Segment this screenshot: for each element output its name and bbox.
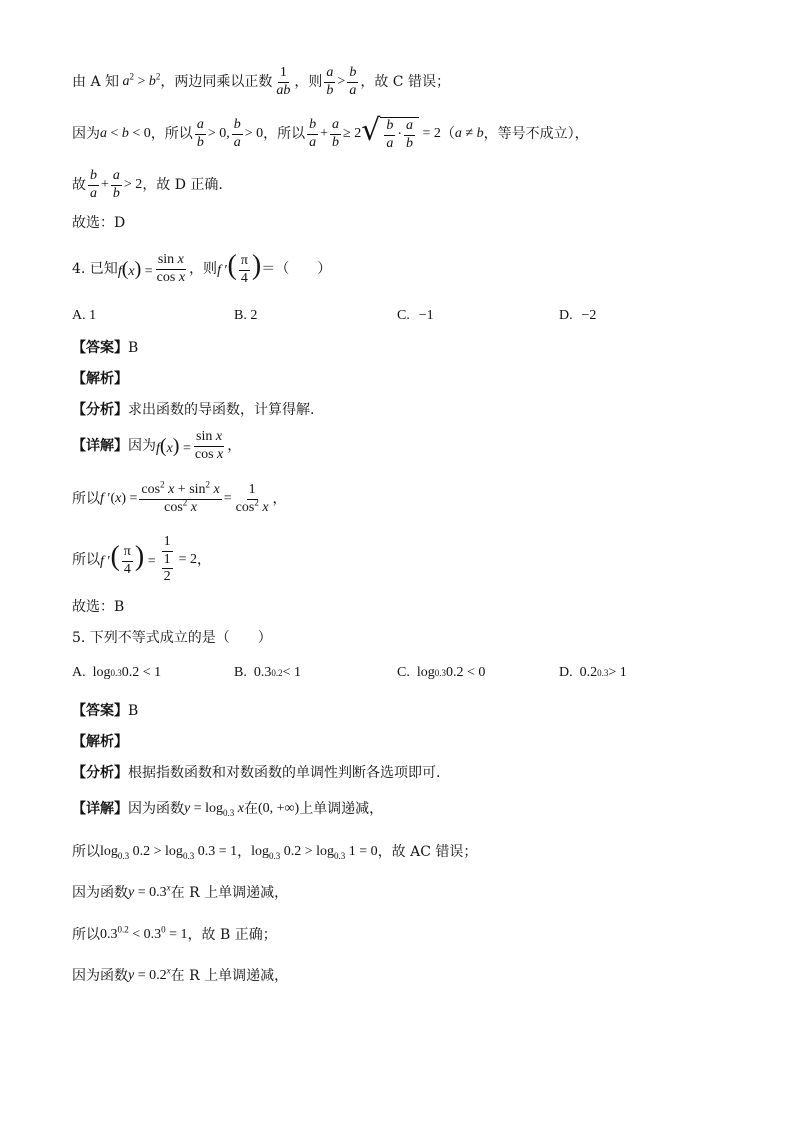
q4-detail bbox=[72, 426, 241, 466]
q5-analysis-heading bbox=[72, 734, 128, 750]
text: 所以 bbox=[72, 491, 100, 507]
fenxi-tag: 【分析】 bbox=[72, 402, 128, 418]
formula: f ′( $\frac{\pi}{4}$ ) = bbox=[100, 540, 156, 577]
text: 所以 bbox=[72, 552, 100, 568]
text: 所以 bbox=[72, 844, 100, 860]
q5-option-a: A. log 0.3 0.2 < 1 bbox=[72, 665, 162, 680]
text: ， bbox=[227, 438, 242, 454]
formula: $\log_{0.3} 0.2 > \log_{0.3} 0.3 = 1$ bbox=[100, 844, 238, 861]
formula: f ′(x) = bbox=[100, 491, 138, 506]
text: ，故 D 正确. bbox=[142, 177, 223, 193]
answer-tag: 【答案】 bbox=[72, 703, 128, 719]
q5-fenxi bbox=[72, 765, 440, 781]
text: ，故 C 错误； bbox=[360, 74, 450, 90]
text: 由 A 知 bbox=[72, 74, 120, 90]
q5-option-d: D. 0.2 0.3 > 1 bbox=[559, 665, 627, 680]
text: A. 1 bbox=[72, 308, 97, 323]
q5-step-3 bbox=[72, 926, 277, 944]
formula: f ′( $\frac{\pi}{4}$ ) bbox=[217, 249, 262, 286]
text: （ bbox=[440, 126, 455, 142]
text: 因为函数 bbox=[72, 968, 128, 984]
text: 故 bbox=[72, 177, 86, 193]
q5-answer bbox=[72, 703, 138, 719]
text: 求出函数的导函数，计算得解. bbox=[128, 402, 315, 418]
fraction: $\frac{\text{sin x}}{\text{cos x}}$ bbox=[156, 251, 186, 285]
choice-line bbox=[72, 214, 125, 232]
text: 5. 下列不等式成立的是（ ） bbox=[72, 630, 272, 646]
q5-step-4 bbox=[72, 967, 288, 985]
question-4-stem bbox=[72, 248, 331, 290]
text: ，则 bbox=[294, 74, 323, 90]
text: 因为函数 bbox=[72, 885, 128, 901]
text: 在 bbox=[243, 801, 258, 817]
text: −1 bbox=[418, 308, 434, 323]
q4-fenxi bbox=[72, 402, 314, 418]
q4-step-2: 所以 f ′( $\frac{\pi}{4}$ ) = $\frac{1}{\frac{1}{2}}$ = 2 ， bbox=[72, 533, 211, 585]
q5-step-2 bbox=[72, 884, 288, 902]
text: 上单调递减， bbox=[299, 801, 384, 817]
text: C. bbox=[397, 308, 410, 323]
formula: $0.3^{0.2} < 0.3^0 = 1$ bbox=[100, 924, 188, 942]
formula: $\log_{0.3} 0.2 > \log_{0.3} 1 = 0$ bbox=[251, 844, 378, 861]
text: C. bbox=[397, 665, 410, 680]
text: ＝（ ） bbox=[261, 261, 332, 277]
fraction: $\frac{1}{\cos^2 x}$ bbox=[235, 481, 269, 515]
formula: $y = 0.2^x$ bbox=[128, 965, 171, 983]
question-5-stem bbox=[72, 630, 272, 646]
text: 根据指数函数和对数函数的单调性判断各选项即可. bbox=[128, 765, 441, 781]
q4-option-a bbox=[72, 308, 96, 324]
fraction: $\frac{b}{a}$ bbox=[349, 64, 357, 98]
text: ，所以 bbox=[150, 126, 193, 142]
text: 在 R 上单调递减， bbox=[170, 968, 289, 984]
fraction: $\frac{1}{\frac{1}{2}}$ bbox=[163, 533, 171, 585]
q5-option-b: B. 0.3 0.2 < 1 bbox=[234, 665, 301, 680]
text: 故选：D bbox=[72, 215, 126, 231]
text: 故选：B bbox=[72, 599, 125, 615]
formula: a < b < 0 bbox=[100, 126, 151, 141]
text: ，等号不成立）， bbox=[483, 126, 589, 142]
fraction: $\frac{a}{b}$ bbox=[196, 116, 204, 150]
q4-option-b bbox=[234, 308, 257, 324]
text: D. bbox=[559, 665, 573, 680]
text: ，故 AC 错误； bbox=[377, 844, 478, 860]
formula: $y = 0.3^x$ bbox=[128, 882, 171, 900]
text: B. 2 bbox=[234, 308, 258, 323]
fraction: $\frac{\cos^2 x + \sin^2 x}{\cos^2 x}$ bbox=[141, 479, 220, 515]
fraction: $\frac{1}{ab}$ bbox=[276, 64, 291, 98]
fraction: $\frac{b}{a}$ bbox=[233, 116, 241, 150]
text: ， bbox=[237, 844, 252, 860]
text-line-2: 因为 a < b < 0 ，所以 $\frac{a}{b}$ > 0, $\frac{b}{a}$ > 0 ，所以 $\frac{b}{a}$ + $\frac{a}{b}$ ≥ 2 √ $\frac{b}{a}$ · $\frac{a}{b}$ = 2 （ a ≠ b ，等号不成立）， bbox=[72, 112, 589, 151]
q4-analysis-heading bbox=[72, 371, 128, 387]
text: D. bbox=[559, 308, 573, 323]
fraction: $\frac{\text{sin x}}{\text{cos x}}$ bbox=[194, 428, 224, 462]
q4-choice bbox=[72, 599, 124, 615]
text: −2 bbox=[581, 308, 597, 323]
analysis-tag: 【解析】 bbox=[72, 734, 128, 750]
text: ， bbox=[272, 491, 287, 507]
formula: a ≠ b bbox=[454, 126, 484, 141]
formula: $y = \log_{0.3} x$ bbox=[184, 801, 244, 818]
fraction: $\frac{b}{a}$ bbox=[90, 167, 97, 201]
text: 4. 已知 bbox=[72, 261, 118, 277]
text: ，则 bbox=[189, 261, 218, 277]
text: 在 R 上单调递减， bbox=[170, 885, 289, 901]
q4-answer bbox=[72, 340, 138, 356]
text: A. bbox=[72, 665, 86, 680]
fraction: $\frac{a}{b}$ bbox=[112, 167, 120, 201]
fraction: $\frac{a}{b}$ bbox=[326, 64, 334, 98]
answer-value: B bbox=[128, 340, 139, 356]
square-root: √ $\frac{b}{a}$ · $\frac{a}{b}$ bbox=[361, 117, 419, 151]
text: B. bbox=[234, 665, 247, 680]
q4-step-1: 所以 f ′(x) = $\frac{\cos^2 x + \sin^2 x}{\cos^2 x}$ = $\frac{1}{\cos^2 x}$ ， bbox=[72, 479, 287, 515]
text: ，所以 bbox=[263, 126, 306, 142]
formula: (0, +∞) bbox=[257, 801, 300, 816]
q4-option-c bbox=[397, 308, 434, 324]
q5-detail bbox=[72, 799, 383, 819]
text: ，两边同乘以正数 bbox=[160, 74, 273, 90]
fraction: $\frac{a}{b}$ bbox=[332, 116, 340, 150]
text-line-3: 故 $\frac{b}{a}$ + $\frac{a}{b}$ > 2 ，故 D 正确. bbox=[72, 167, 223, 201]
formula: f(x) = bbox=[156, 435, 191, 457]
formula: $a^2 > b^2$ bbox=[122, 71, 161, 89]
text: 因为 bbox=[128, 438, 156, 454]
formula: f(x) = bbox=[117, 258, 153, 280]
text: 所以 bbox=[72, 927, 100, 943]
q4-option-d bbox=[559, 308, 596, 324]
text: 因为函数 bbox=[128, 801, 184, 817]
fenxi-tag: 【分析】 bbox=[72, 765, 128, 781]
detail-tag: 【详解】 bbox=[72, 438, 128, 454]
text: ， bbox=[197, 552, 211, 568]
q5-step-1 bbox=[72, 842, 477, 862]
answer-tag: 【答案】 bbox=[72, 340, 128, 356]
text: 因为 bbox=[72, 126, 100, 142]
answer-value: B bbox=[128, 703, 139, 719]
q5-option-c: C. log 0.3 0.2 < 0 bbox=[397, 665, 486, 680]
text: ，故 B 正确； bbox=[187, 927, 277, 943]
detail-tag: 【详解】 bbox=[72, 801, 128, 817]
text-line-1: 由 A 知 $a^2 > b^2$ ，两边同乘以正数 $\frac{1}{ab}$ ，则 $\frac{a}{b}$ > $\frac{b}{a}$ ，故 C 错误； bbox=[72, 64, 450, 98]
fraction: $\frac{b}{a}$ bbox=[309, 116, 317, 150]
analysis-tag: 【解析】 bbox=[72, 371, 128, 387]
